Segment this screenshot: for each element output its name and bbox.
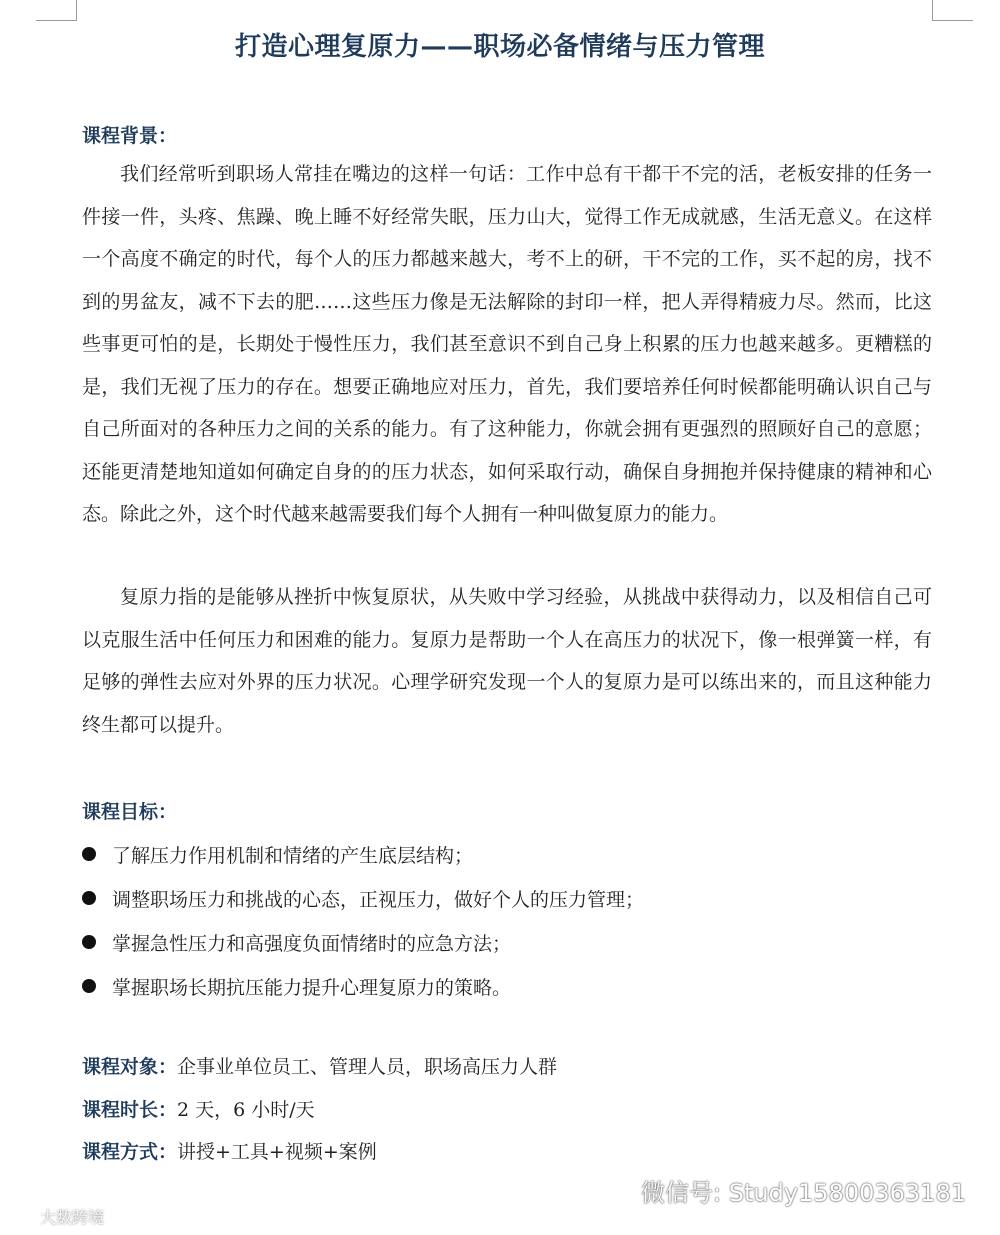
goal-text: 掌握职场长期抗压能力提升心理复原力的策略。 <box>112 976 512 999</box>
goals-heading: 课程目标： <box>82 801 178 823</box>
bullet-icon <box>82 891 96 905</box>
goal-text: 了解压力作用机制和情绪的产生底层结构； <box>112 844 474 867</box>
goal-text: 调整职场压力和挑战的心态，正视压力，做好个人的压力管理； <box>112 888 645 911</box>
bullet-icon <box>82 935 96 949</box>
duration-label: 课程时长： <box>82 1099 178 1121</box>
goals-list <box>82 832 932 1008</box>
background-paragraph-1: 我们经常听到职场人常挂在嘴边的这样一句话：工作中总有干都干不完的活，老板安排的任务一件接一件，头疼、焦躁、晚上睡不好经常失眠，压力山大，觉得工作无成就感，生活无意义。在这样一个高度不确定的时代，每个人的压力都越来越大，考不上的研，干不完的工作，买不起的房，找不到的男盆友，减不下去的肥……这些压力像是无法解除的封印一样，把人弄得精疲力尽。然而，比这些事更可怕的是，长期处于慢性压力，我们甚至意识不到自己身上积累的压力也越来越多。更糟糕的是，我们无视了压力的存在。想要正确地应对压力，首先，我们要培养任何时候都能明确认识自己与自己所面对的各种压力之间的关系的能力。有了这种能力，你就会拥有更强烈的照顾好自己的意愿；还能更清楚地知道如何确定自身的的压力状态，如何采取行动，确保自身拥抱并保持健康的精神和心态。除此之外，这个时代越来越需要我们每个人拥有一种叫做复原力的能力。 <box>82 163 932 525</box>
wechat-watermark <box>597 1172 966 1208</box>
goal-item <box>82 832 932 876</box>
audience-value: 企事业单位员工、管理人员，职场高压力人群 <box>177 1056 558 1078</box>
goal-item <box>82 876 932 920</box>
brand-logo-text: 大数跨境 <box>40 1207 105 1227</box>
goal-text: 掌握急性压力和高强度负面情绪时的应急方法； <box>112 932 512 955</box>
bullet-icon <box>82 847 96 861</box>
method-label: 课程方式： <box>82 1141 178 1163</box>
duration-value: 2 天，6 小时/天 <box>177 1099 315 1121</box>
brand-logo <box>8 1202 104 1230</box>
audience-label: 课程对象： <box>82 1056 178 1078</box>
brand-logo-icon <box>8 1202 40 1230</box>
crop-mark-top-left <box>36 0 77 21</box>
method-row <box>82 1137 377 1164</box>
document-title: 打造心理复原力——职场必备情绪与压力管理 <box>234 32 765 62</box>
bullet-icon <box>82 979 96 993</box>
audience-row <box>82 1052 557 1079</box>
goal-item <box>82 920 932 964</box>
background-heading: 课程背景： <box>82 125 178 147</box>
duration-row <box>82 1095 315 1122</box>
wechat-icon <box>597 1172 631 1208</box>
watermark-text: 微信号: Study15800363181 <box>641 1178 966 1207</box>
method-value: 讲授+工具+视频+案例 <box>177 1141 377 1163</box>
background-paragraph-2: 复原力指的是能够从挫折中恢复原状，从失败中学习经验，从挑战中获得动力，以及相信自己可以克服生活中任何压力和困难的能力。复原力是帮助一个人在高压力的状况下，像一根弹簧一样，有足够的弹性去应对外界的压力状况。心理学研究发现一个人的复原力是可以练出来的，而且这种能力终生都可以提升。 <box>82 586 932 736</box>
crop-mark-top-right <box>932 0 973 21</box>
goal-item <box>82 964 932 1008</box>
